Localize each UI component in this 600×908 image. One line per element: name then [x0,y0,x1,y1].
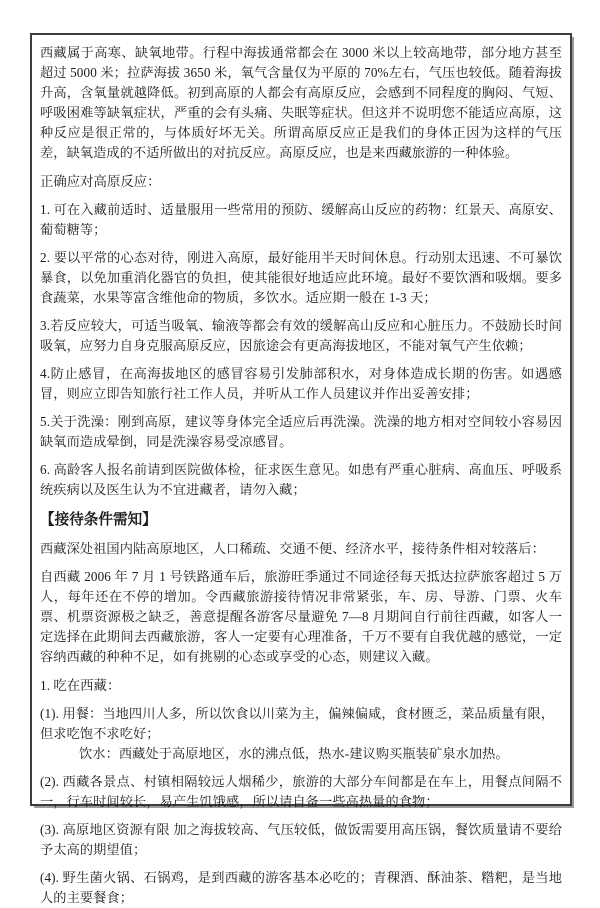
eating-item-1-water: 饮水：西藏处于高原地区，水的沸点低，热水-建议购买瓶装矿泉水加热。 [79,746,509,761]
eating-item-3: (3). 高原地区资源有限 加之海拔较高、气压较低，做饭需要用高压锅，餐饮质量请不要给予太高的期望值； [40,822,562,857]
altitude-item-1: 1. 可在入藏前适时、适量服用一些常用的预防、缓解高山反应的药物：红景天、高原安、葡萄糖等； [40,202,562,237]
document-sheet [30,33,572,905]
reception-paragraph-2: 自西藏 2006 年 7 月 1 号铁路通车后，旅游旺季通过不同途径每天抵达拉萨旅客超过 5 万人，每年还在不停的增加。令西藏旅游接待情况非常紧张，车、房、导游、门票、火车票、机票资源极之缺乏，善意提醒各游客尽量避免 7—8 月期间自行前往西藏，如客人一定选择在此期间去西藏旅游，客人一定要有心理准备，千万不要有自我优越的感觉，一定容纳西藏的种种不足，如有挑剔的心态或享受的心态，则建议入藏。 [40,569,562,664]
intro-paragraph: 西藏属于高寒、缺氧地带。行程中海拔通常都会在 3000 米以上较高地带，部分地方甚至超过 5000 米；拉萨海拔 3650 米，氧气含量仅为平原的 70%左右，气压也较低。随着海拔升高，含氧量就越降低。初到高原的人都会有高原反应，会感到不同程度的胸闷、气短、呼吸困难等缺氧症状，严重的会有头痛、失眠等症状。但这并不说明您不能适应高原，这种反应是很正常的，与体质好坏无关。所谓高原反应正是我们的身体正因为这样的气压差，缺氧造成的不适所做出的对抗反应。高原反应，也是来西藏旅游的一种体验。 [40,45,562,160]
section-heading-reception: 【接待条件需知】 [40,512,157,528]
eating-heading: 1. 吃在西藏： [40,678,121,693]
altitude-item-6: 6. 高龄客人报名前请到医院做体检，征求医生意见。如患有严重心脏病、高血压、呼吸系统疾病以及医生认为不宜进藏者，请勿入藏； [40,462,562,497]
altitude-item-3: 3.若反应较大，可适当吸氧、输液等都会有效的缓解高山反应和心脏压力。不鼓励长时间吸氧，应努力自身克服高原反应，因旅途会有更高海拔地区，不能对氧气产生依赖； [40,318,562,353]
altitude-item-5: 5.关于洗澡：刚到高原，建议等身体完全适应后再洗澡。洗澡的地方相对空间较小容易因缺氧而造成晕倒，同是洗澡容易受凉感冒。 [40,414,562,449]
eating-item-2: (2). 西藏各景点、村镇相隔较远人烟稀少，旅游的大部分车间都是在车上，用餐点间隔不一，行车时间较长，易产生饥饿感，所以请自备一些高热量的食物； [40,774,562,809]
eating-item-4: (4). 野生菌火锅、石锅鸡，是到西藏的游客基本必吃的；青稞酒、酥油茶、糌粑，是当地人的主要餐食； [40,870,562,905]
section-heading-altitude: 正确应对高原反应： [40,174,161,189]
eating-item-1-meal: (1). 用餐：当地四川人多，所以饮食以川菜为主，偏辣偏咸，食材匮乏，菜品质量有限，但求吃饱不求吃好； [40,706,555,741]
altitude-item-2: 2. 要以平常的心态对待，刚进入高原，最好能用半天时间休息。行动别太迅速、不可暴饮暴食，以免加重消化器官的负担，使其能很好地适应此环境。最好不要饮酒和吸烟。要多食蔬菜，水果等富含维他命的物质，多饮水。适应期一般在 1-3 天； [40,250,562,305]
altitude-item-4: 4.防止感冒，在高海拔地区的感冒容易引发肺部积水，对身体造成长期的伤害。如遇感冒，则应立即告知旅行社工作人员，并听从工作人员建议并作出妥善安排； [40,366,562,401]
reception-paragraph-1: 西藏深处祖国内陆高原地区，人口稀疏、交通不便、经济水平，接待条件相对较落后： [40,541,545,556]
